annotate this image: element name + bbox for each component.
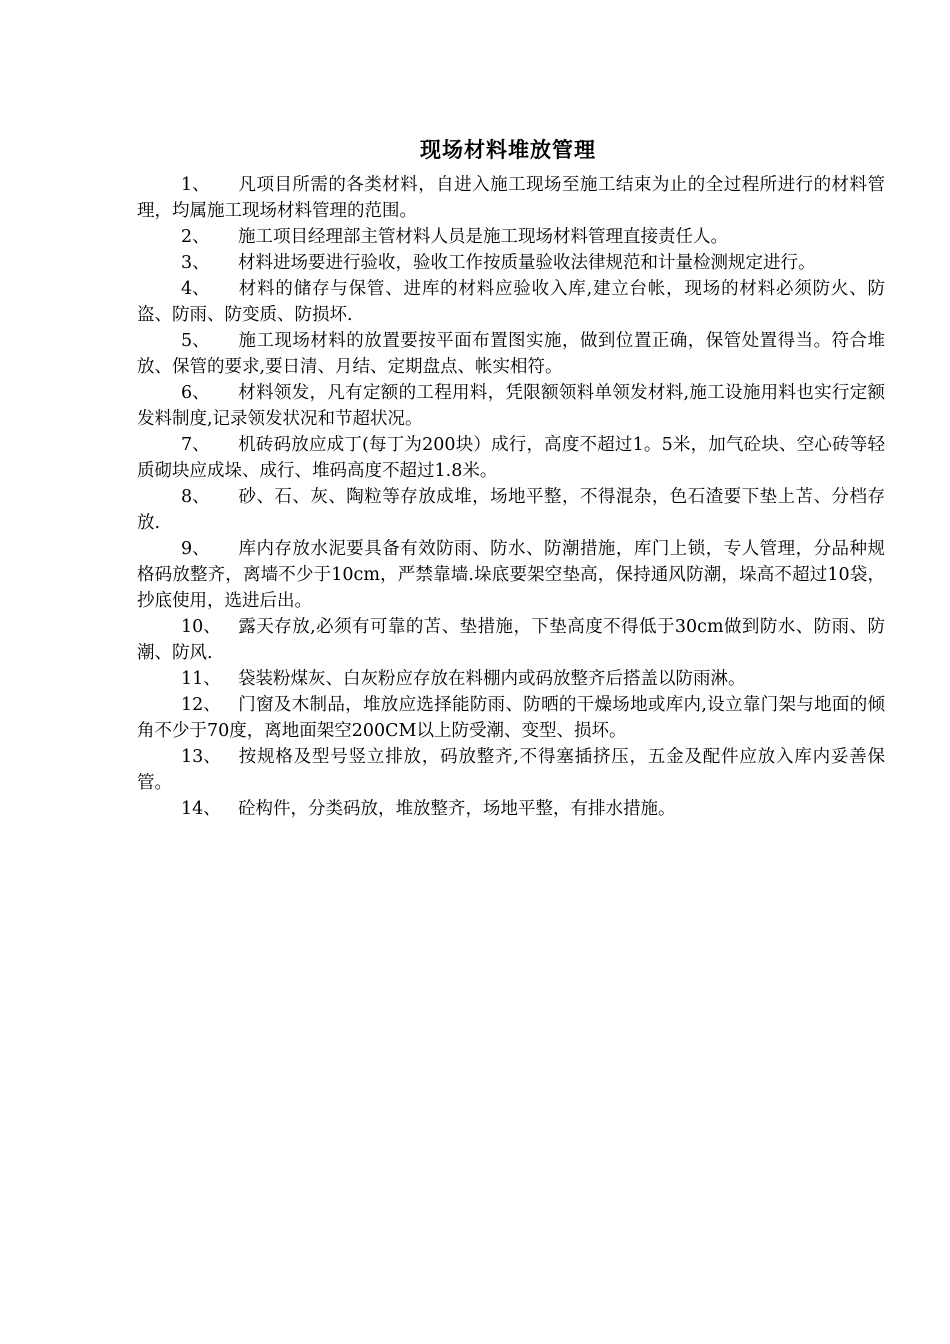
item-text: 凡项目所需的各类材料，自进入施工现场至施工结束为止的全过程所进行的材料管理，均属施工现场材料管理的范围。 [137, 175, 885, 221]
item-text: 施工项目经理部主管材料人员是施工现场材料管理直接责任人。 [238, 227, 728, 247]
item-number: 13、 [181, 747, 221, 767]
item-text: 按规格及型号竖立排放，码放整齐,不得塞插挤压，五金及配件应放入库内妥善保管。 [137, 747, 885, 793]
item-text: 材料进场要进行验收，验收工作按质量验收法律规范和计量检测规定进行。 [238, 253, 816, 273]
document-body [137, 172, 885, 822]
item-number: 6、 [181, 383, 210, 403]
item-number: 11、 [181, 669, 221, 689]
list-item [137, 380, 885, 432]
document-title: 现场材料堆放管理 [420, 137, 596, 162]
item-text: 袋装粉煤灰、白灰粉应存放在料棚内或码放整齐后搭盖以防雨淋。 [238, 669, 746, 689]
item-number: 9、 [181, 539, 210, 559]
list-item [137, 328, 885, 380]
item-text: 门窗及木制品，堆放应选择能防雨、防晒的干燥场地或库内,设立靠门架与地面的倾角不少于70度，离地面架空200CM以上防受潮、变型、损坏。 [137, 695, 885, 741]
list-item [137, 744, 885, 796]
item-text: 材料领发，凡有定额的工程用料，凭限额领料单领发材料,施工设施用料也实行定额发料制度,记录领发状况和节超状况。 [137, 383, 885, 429]
item-number: 2、 [181, 227, 210, 247]
list-item [137, 796, 885, 822]
item-text: 机砖码放应成丁(每丁为200块）成行，高度不超过1。5米，加气砼块、空心砖等轻质砌块应成垛、成行、堆码高度不超过1.8米。 [137, 435, 885, 481]
item-number: 1、 [181, 175, 210, 195]
item-number: 5、 [181, 331, 210, 351]
item-text: 砼构件，分类码放，堆放整齐，场地平整，有排水措施。 [238, 799, 676, 819]
item-text: 材料的储存与保管、进库的材料应验收入库,建立台帐，现场的材料必须防火、防盗、防雨、防变质、防损坏. [137, 279, 885, 325]
item-number: 14、 [181, 799, 221, 819]
list-item [137, 614, 885, 666]
item-text: 露天存放,必须有可靠的苫、垫措施，下垫高度不得低于30cm做到防水、防雨、防潮、防风. [137, 617, 885, 663]
item-text: 库内存放水泥要具备有效防雨、防水、防潮措施，库门上锁，专人管理，分品种规格码放整齐，离墙不少于10cm，严禁靠墙.垛底要架空垫高，保持通风防潮，垛高不超过10袋，抄底使用，选进后出。 [137, 539, 885, 611]
item-number: 8、 [181, 487, 210, 507]
item-text: 施工现场材料的放置要按平面布置图实施，做到位置正确，保管处置得当。符合堆放、保管的要求,要日清、月结、定期盘点、帐实相符。 [137, 331, 885, 377]
list-item [137, 484, 885, 536]
list-item [137, 536, 885, 614]
list-item [137, 172, 885, 224]
list-item [137, 250, 885, 276]
list-item [137, 224, 885, 250]
list-item [137, 692, 885, 744]
item-number: 12、 [181, 695, 221, 715]
list-item [137, 432, 885, 484]
item-number: 3、 [181, 253, 210, 273]
list-item [137, 276, 885, 328]
item-number: 7、 [181, 435, 210, 455]
item-number: 4、 [181, 279, 210, 299]
item-text: 砂、石、灰、陶粒等存放成堆，场地平整，不得混杂，色石渣要下垫上苫、分档存放. [137, 487, 885, 533]
list-item [137, 666, 885, 692]
item-number: 10、 [181, 617, 221, 637]
